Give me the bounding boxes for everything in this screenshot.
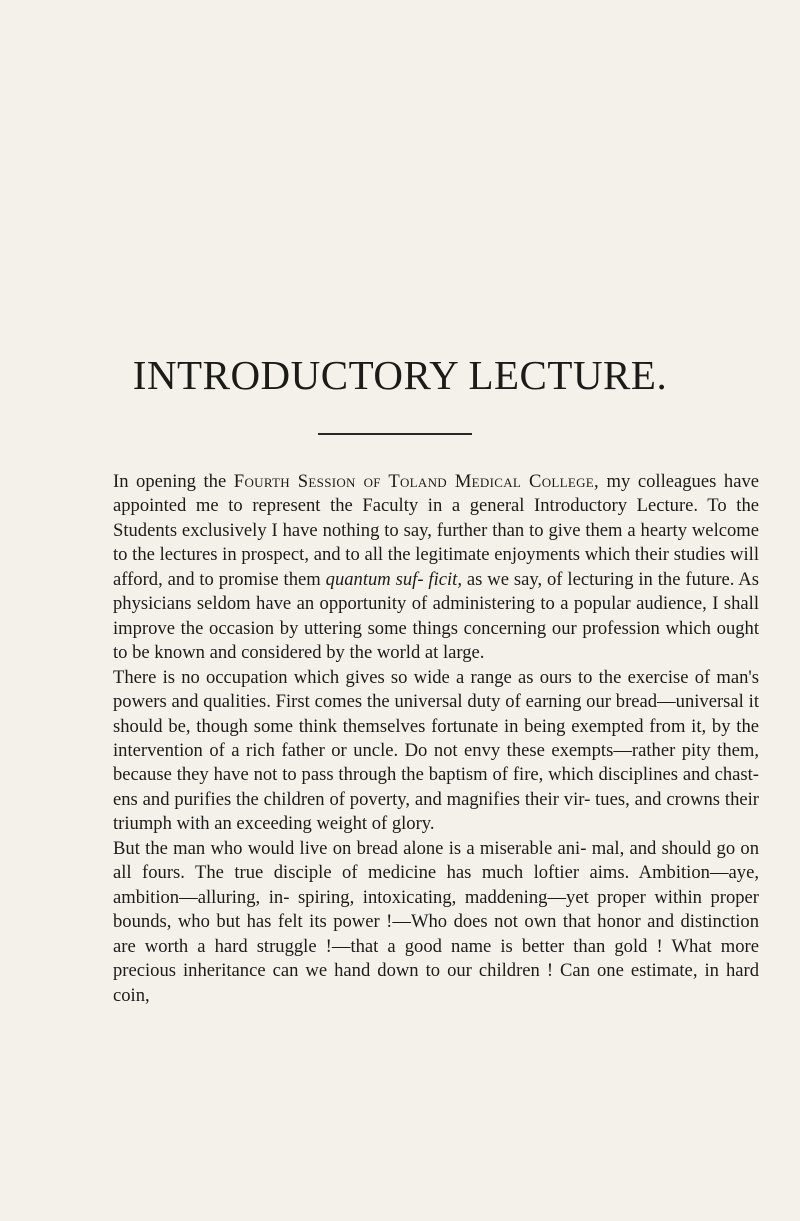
paragraph-1: [113, 470, 759, 666]
institution-name: Fourth Session of Toland Medical College,: [233, 471, 599, 492]
latin-phrase: quantum suf- ficit,: [325, 568, 462, 590]
title-divider: [318, 433, 472, 435]
paragraph-1-lead: In opening the: [113, 471, 227, 492]
lecture-body: [113, 470, 759, 1008]
paragraph-1-text-b: as we say, of lecturing in the future. As physicians seldom have an opportunity of administering to a popular audience, I shall improve the occasion by uttering some things concerning our profession which ought to be known and considered by the world at large.: [113, 568, 759, 664]
paragraph-1-text-a: my colleagues have appointed me to represent the Faculty in a general Introductory Lecture. To the Students exclusively I have nothing to say, further than to give them a hearty welcome to the lectures in prospect, and to all the legitimate enjoyments which their studies will afford, and to promise them: [113, 471, 759, 590]
paragraph-3: But the man who would live on bread alone is a miserable ani- mal, and should go on all fours. The true disciple of medicine has much loftier aims. Ambition—aye, ambition—alluring, in- spiring, intoxicating, maddening—yet proper within proper bounds, who but has felt its power !—Who does not own that honor and distinction are worth a hard struggle !—that a good name is better than gold ! What more precious inheritance can we hand down to our children ! Can one estimate, in hard coin,: [113, 837, 759, 1006]
page-title: INTRODUCTORY LECTURE.: [132, 352, 668, 398]
paragraph-2: There is no occupation which gives so wide a range as ours to the exercise of man's powers and qualities. First comes the universal duty of earning our bread—universal it should be, though some think themselves fortunate in being exempted from it, by the intervention of a rich father or uncle. Do not envy these exempts—rather pity them, because they have not to pass through the baptism of fire, which disciplines and chast- ens and purifies the children of poverty, and magnifies their vir- tues, and crowns their triumph with an exceeding weight of glory.: [113, 666, 759, 835]
